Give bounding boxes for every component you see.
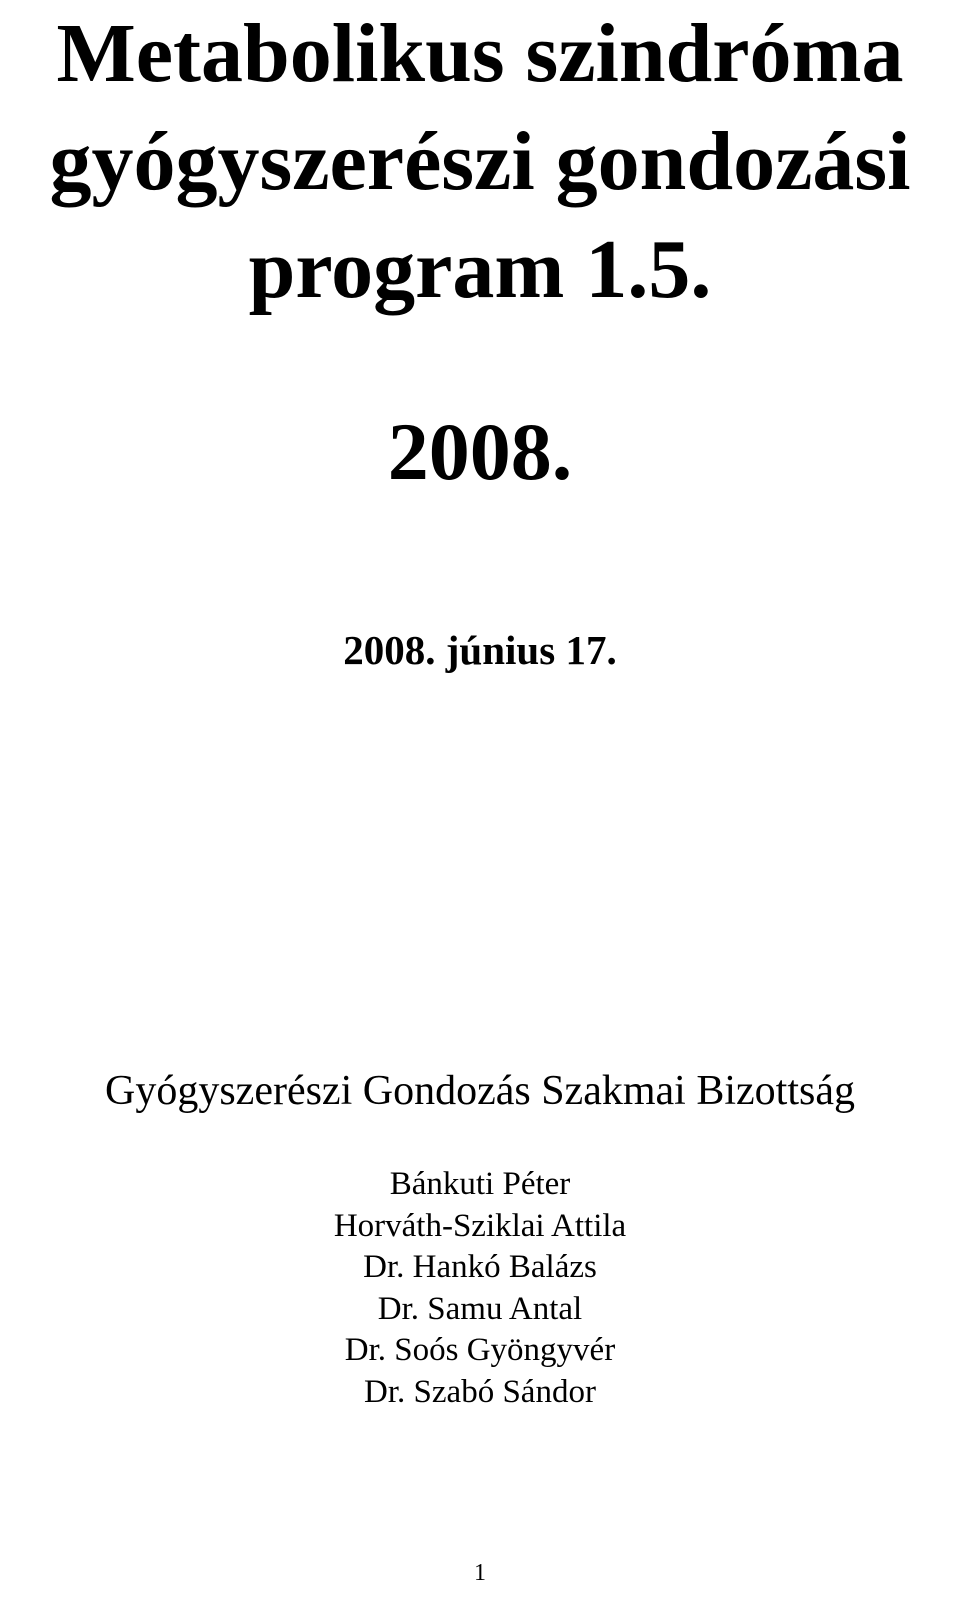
committee-member: Dr. Szabó Sándor <box>364 1373 596 1410</box>
committee-name: Gyógyszerészi Gondozás Szakmai Bizottság <box>105 1068 855 1114</box>
committee-member: Dr. Hankó Balázs <box>363 1249 597 1285</box>
title-line-3: program 1.5. <box>248 223 712 316</box>
committee-member: Horváth-Sziklai Attila <box>333 1207 627 1244</box>
committee-member: Dr. Samu Antal <box>377 1290 583 1327</box>
committee-member: Bánkuti Péter <box>389 1166 571 1202</box>
title-line-1: Metabolikus szindróma <box>56 7 904 100</box>
document-title <box>0 0 960 324</box>
document-year: 2008. <box>387 406 573 497</box>
title-line-2: gyógyszerészi gondozási <box>49 115 911 208</box>
committee-member: Dr. Soós Gyöngyvér <box>344 1332 616 1368</box>
committee-members-list <box>0 1164 960 1413</box>
page-number: 1 <box>474 1560 486 1586</box>
document-date: 2008. június 17. <box>343 627 617 673</box>
